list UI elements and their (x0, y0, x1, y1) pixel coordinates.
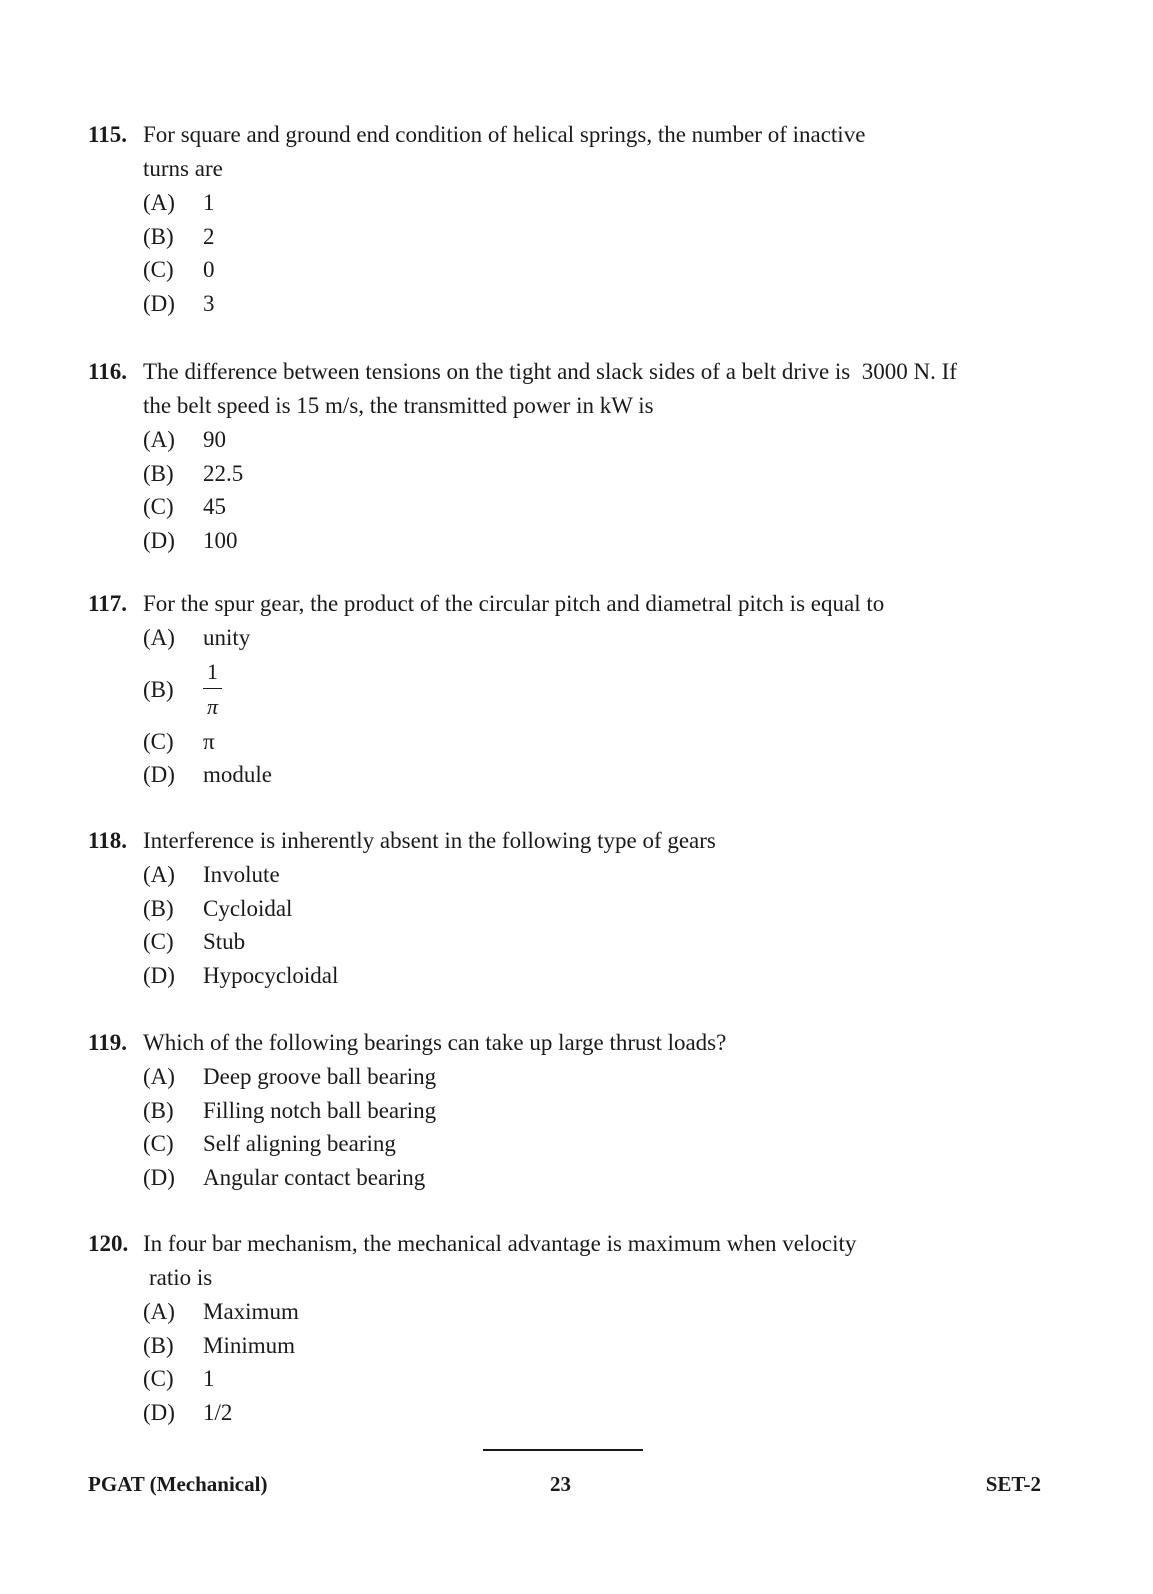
option-value: Involute (203, 862, 280, 887)
options-list (143, 1295, 1068, 1429)
question-118 (88, 824, 1068, 992)
page-number: 23 (550, 1472, 571, 1496)
option-a (143, 1295, 1068, 1329)
option-label: (A) (143, 625, 175, 650)
options-list (143, 858, 1068, 992)
option-label: (A) (143, 1299, 175, 1324)
question-text-line: For the spur gear, the product of the circular pitch and diametral pitch is equal to (143, 591, 885, 616)
question-text-line: For square and ground end condition of helical springs, the number of inactive (143, 122, 866, 147)
option-value: Stub (203, 929, 246, 954)
question-number: 115. (88, 122, 127, 147)
option-b (143, 1329, 1068, 1363)
question-number: 120. (88, 1231, 129, 1256)
option-value: Deep groove ball bearing (203, 1064, 437, 1089)
footer-right: SET-2 (985, 1472, 1041, 1496)
option-b (143, 655, 1068, 725)
option-label: (C) (143, 1131, 174, 1156)
fraction-denominator: π (206, 694, 219, 719)
option-b (143, 1094, 1068, 1128)
option-value: 1/2 (203, 1399, 233, 1425)
option-a (143, 186, 1068, 220)
option-label: (D) (143, 1399, 175, 1425)
option-value: 45 (203, 494, 226, 519)
option-label: (A) (143, 1064, 175, 1089)
question-text (143, 118, 1068, 186)
option-label: (A) (143, 862, 175, 887)
option-label: (B) (143, 1097, 174, 1123)
question-text (143, 1227, 1068, 1295)
option-label: (D) (143, 1164, 175, 1190)
option-d (143, 758, 1068, 792)
options-list (143, 423, 1068, 557)
option-label: (A) (143, 427, 175, 452)
option-label: (C) (143, 494, 174, 519)
question-number: 119. (88, 1030, 127, 1055)
option-b (143, 892, 1068, 926)
option-c (143, 1362, 1068, 1396)
option-value: 0 (203, 257, 215, 282)
options-list (143, 621, 1068, 792)
option-label: (B) (143, 676, 174, 702)
option-value: Angular contact bearing (203, 1164, 426, 1190)
option-c (143, 725, 1068, 759)
option-value: 1 (203, 190, 215, 215)
question-text-line: the belt speed is 15 m/s, the transmitted power in kW is (143, 393, 654, 418)
question-number: 118. (88, 828, 127, 853)
option-c (143, 1127, 1068, 1161)
option-value: π (203, 728, 215, 754)
option-d (143, 959, 1068, 993)
option-value: 3 (203, 290, 215, 316)
question-text-line: The difference between tensions on the tight and slack sides of a belt drive is 3000 N. If (143, 359, 957, 384)
question-119 (88, 1026, 1068, 1194)
option-label: (C) (143, 728, 174, 754)
option-label: (B) (143, 460, 174, 486)
option-label: (D) (143, 962, 175, 988)
question-120 (88, 1227, 1068, 1429)
option-value: Minimum (203, 1332, 296, 1358)
option-a (143, 423, 1068, 457)
option-c (143, 253, 1068, 287)
option-a (143, 621, 1068, 655)
fraction (203, 660, 222, 719)
footer-divider (483, 1449, 643, 1451)
option-label: (B) (143, 223, 174, 249)
options-list (143, 186, 1068, 320)
option-b (143, 220, 1068, 254)
option-c (143, 925, 1068, 959)
option-label: (C) (143, 1366, 174, 1391)
option-label: (B) (143, 895, 174, 921)
option-value: Filling notch ball bearing (203, 1097, 437, 1123)
question-text-line: Which of the following bearings can take up large thrust loads? (143, 1030, 727, 1055)
fraction-numerator: 1 (203, 660, 222, 689)
option-value: 90 (203, 427, 226, 452)
question-text (143, 824, 1068, 858)
question-number: 116. (88, 359, 127, 384)
option-label: (A) (143, 190, 175, 215)
question-117 (88, 587, 1068, 792)
question-115 (88, 118, 1068, 320)
option-label: (D) (143, 762, 175, 787)
option-value: 2 (203, 223, 215, 249)
question-text (143, 587, 1068, 621)
option-b (143, 457, 1068, 491)
question-text (143, 355, 1068, 423)
option-value: unity (203, 625, 251, 650)
option-value: 1 (203, 1366, 215, 1391)
option-a (143, 1060, 1068, 1094)
option-value: Self aligning bearing (203, 1131, 396, 1156)
option-label: (C) (143, 257, 174, 282)
question-text-line: In four bar mechanism, the mechanical advantage is maximum when velocity (143, 1231, 857, 1256)
option-d (143, 524, 1068, 558)
option-value: Hypocycloidal (203, 962, 339, 988)
option-label: (C) (143, 929, 174, 954)
option-label: (D) (143, 290, 175, 316)
option-value: 100 (203, 527, 238, 553)
option-c (143, 490, 1068, 524)
question-116 (88, 355, 1068, 557)
option-value: Maximum (203, 1299, 299, 1324)
question-number: 117. (88, 591, 127, 616)
question-text-line: Interference is inherently absent in the following type of gears (143, 828, 716, 853)
option-d (143, 287, 1068, 321)
option-label: (B) (143, 1332, 174, 1358)
options-list (143, 1060, 1068, 1194)
option-value: Cycloidal (203, 895, 293, 921)
option-value: module (203, 762, 272, 787)
option-a (143, 858, 1068, 892)
footer-left: PGAT (Mechanical) (88, 1472, 268, 1496)
question-text-line: ratio is (149, 1265, 213, 1290)
option-d (143, 1161, 1068, 1195)
option-label: (D) (143, 527, 175, 553)
question-text-line: turns are (143, 156, 223, 181)
option-value: 22.5 (203, 460, 244, 486)
option-d (143, 1396, 1068, 1430)
question-text (143, 1026, 1068, 1060)
